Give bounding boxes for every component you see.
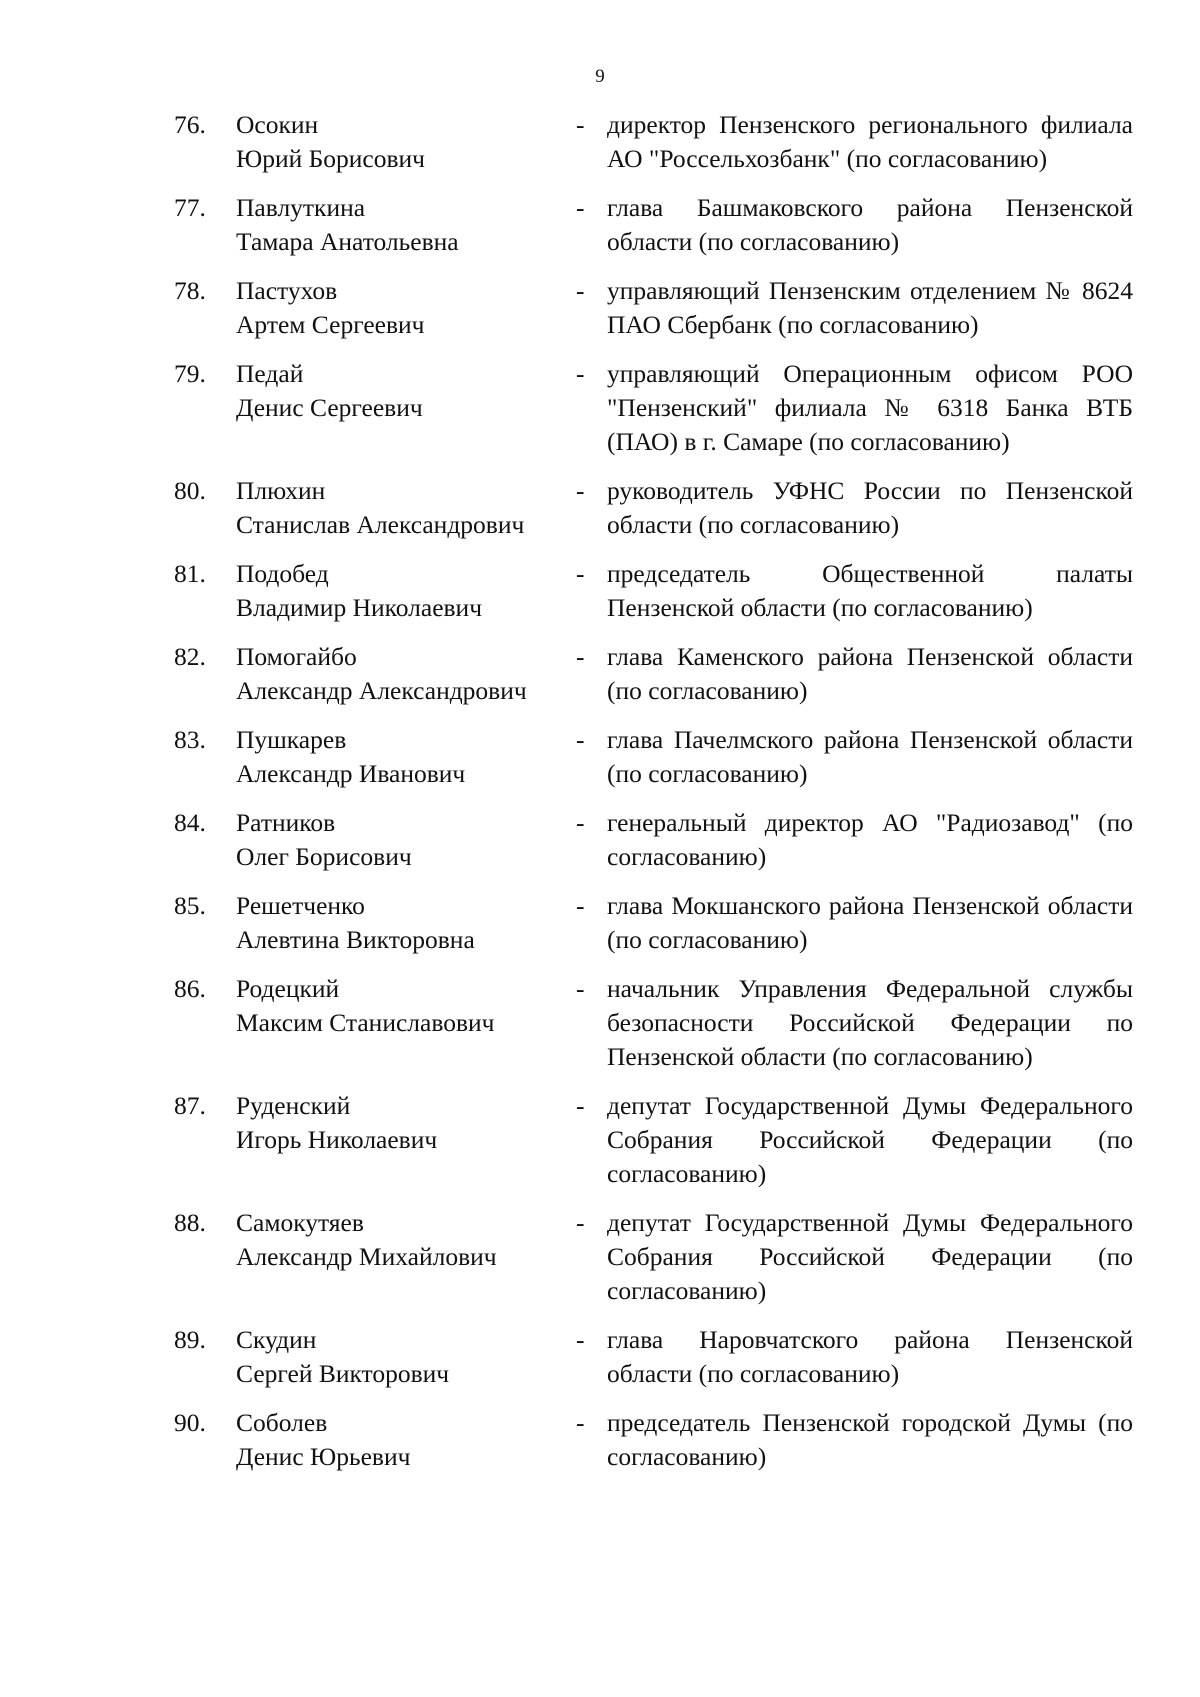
person-position: директор Пензенского регионального филиала АО "Россельхозбанк" (по согласованию) (607, 110, 1133, 173)
person-position: глава Мокшанского района Пензенской области (по согласованию) (607, 891, 1133, 954)
person-surname: Скудин (236, 1325, 317, 1354)
list-item (0, 889, 1200, 957)
item-number: 81. (174, 559, 206, 588)
person-name (236, 274, 566, 342)
person-name (236, 723, 566, 791)
item-number: 79. (174, 359, 206, 388)
person-given-name: Денис Сергеевич (236, 393, 423, 422)
person-given-name: Станислав Александрович (236, 510, 525, 539)
person-surname: Пушкарев (236, 725, 347, 754)
person-position: глава Пачелмского района Пензенской области (по согласованию) (607, 725, 1133, 788)
separator-dash: - (576, 1208, 585, 1237)
person-surname: Пастухов (236, 276, 338, 305)
list-item (0, 1089, 1200, 1191)
list-item (0, 972, 1200, 1074)
person-name (236, 1406, 566, 1474)
person-name (236, 191, 566, 259)
person-given-name: Александр Александрович (236, 676, 527, 705)
person-name (236, 557, 566, 625)
person-position: председатель Пензенской городской Думы (по согласованию) (607, 1408, 1133, 1471)
person-given-name: Юрий Борисович (236, 144, 425, 173)
page-number: 9 (595, 66, 605, 87)
separator-dash: - (576, 476, 585, 505)
item-number: 83. (174, 725, 206, 754)
person-position: начальник Управления Федеральной службы безопасности Российской Федерации по Пензенской области (по согласованию) (607, 974, 1133, 1071)
person-given-name: Тамара Анатольевна (236, 227, 459, 256)
person-position: генеральный директор АО "Радиозавод" (по согласованию) (607, 808, 1133, 871)
item-number: 89. (174, 1325, 206, 1354)
person-position: глава Каменского района Пензенской области (по согласованию) (607, 642, 1133, 705)
person-surname: Решетченко (236, 891, 365, 920)
person-given-name: Денис Юрьевич (236, 1442, 411, 1471)
separator-dash: - (576, 725, 585, 754)
item-number: 84. (174, 808, 206, 837)
person-name (236, 357, 566, 425)
person-surname: Помогайбо (236, 642, 357, 671)
item-number: 78. (174, 276, 206, 305)
list-item (0, 474, 1200, 542)
person-given-name: Олег Борисович (236, 842, 412, 871)
members-list (0, 108, 1200, 1489)
person-position: управляющий Пензенским отделением № 8624 ПАО Сбербанк (по согласованию) (607, 276, 1133, 339)
item-number: 82. (174, 642, 206, 671)
person-surname: Родецкий (236, 974, 340, 1003)
person-surname: Руденский (236, 1091, 351, 1120)
item-number: 87. (174, 1091, 206, 1120)
person-position: депутат Государственной Думы Федерального Собрания Российской Федерации (по согласованию) (607, 1208, 1133, 1305)
separator-dash: - (576, 808, 585, 837)
person-given-name: Александр Михайлович (236, 1242, 497, 1271)
person-name (236, 474, 566, 542)
person-position: глава Наровчатского района Пензенской области (по согласованию) (607, 1325, 1133, 1388)
list-item (0, 1323, 1200, 1391)
person-surname: Осокин (236, 110, 319, 139)
list-item (0, 1206, 1200, 1308)
person-given-name: Владимир Николаевич (236, 593, 483, 622)
person-name (236, 1323, 566, 1391)
person-name (236, 889, 566, 957)
person-given-name: Артем Сергеевич (236, 310, 425, 339)
person-surname: Педай (236, 359, 304, 388)
person-surname: Плюхин (236, 476, 326, 505)
item-number: 86. (174, 974, 206, 1003)
separator-dash: - (576, 1091, 585, 1120)
person-position: председатель Общественной палаты Пензенской области (по согласованию) (607, 559, 1133, 622)
list-item (0, 640, 1200, 708)
separator-dash: - (576, 110, 585, 139)
separator-dash: - (576, 1408, 585, 1437)
person-name (236, 108, 566, 176)
separator-dash: - (576, 359, 585, 388)
separator-dash: - (576, 559, 585, 588)
person-position: депутат Государственной Думы Федерального Собрания Российской Федерации (по согласованию) (607, 1091, 1133, 1188)
person-name (236, 1089, 566, 1157)
list-item (0, 806, 1200, 874)
person-given-name: Александр Иванович (236, 759, 466, 788)
person-surname: Павлуткина (236, 193, 366, 222)
list-item (0, 557, 1200, 625)
person-name (236, 640, 566, 708)
item-number: 90. (174, 1408, 206, 1437)
person-given-name: Сергей Викторович (236, 1359, 450, 1388)
separator-dash: - (576, 891, 585, 920)
item-number: 85. (174, 891, 206, 920)
list-item (0, 1406, 1200, 1474)
person-given-name: Алевтина Викторовна (236, 925, 475, 954)
person-position: глава Башмаковского района Пензенской области (по согласованию) (607, 193, 1133, 256)
list-item (0, 274, 1200, 342)
person-surname: Подобед (236, 559, 329, 588)
list-item (0, 357, 1200, 459)
separator-dash: - (576, 1325, 585, 1354)
list-item (0, 723, 1200, 791)
item-number: 77. (174, 193, 206, 222)
list-item (0, 191, 1200, 259)
separator-dash: - (576, 974, 585, 1003)
person-position: руководитель УФНС России по Пензенской области (по согласованию) (607, 476, 1133, 539)
person-surname: Самокутяев (236, 1208, 364, 1237)
item-number: 88. (174, 1208, 206, 1237)
person-name (236, 972, 566, 1040)
person-surname: Ратников (236, 808, 336, 837)
separator-dash: - (576, 276, 585, 305)
person-given-name: Игорь Николаевич (236, 1125, 438, 1154)
list-item (0, 108, 1200, 176)
person-surname: Соболев (236, 1408, 328, 1437)
separator-dash: - (576, 193, 585, 222)
person-name (236, 1206, 566, 1274)
person-position: управляющий Операционным офисом РОО "Пензенский" филиала № 6318 Банка ВТБ (ПАО) в г. Самаре (по согласованию) (607, 359, 1133, 456)
person-name (236, 806, 566, 874)
separator-dash: - (576, 642, 585, 671)
item-number: 76. (174, 110, 206, 139)
person-given-name: Максим Станиславович (236, 1008, 495, 1037)
item-number: 80. (174, 476, 206, 505)
